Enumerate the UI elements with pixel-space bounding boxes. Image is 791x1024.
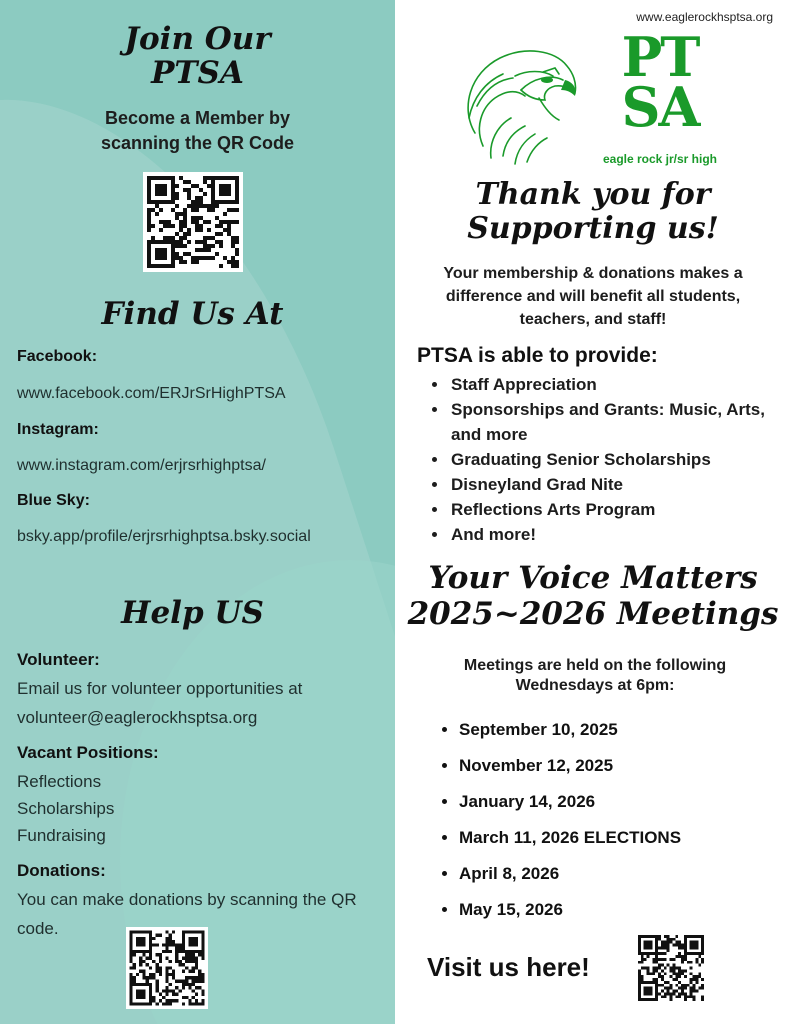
donations-qr-code[interactable] xyxy=(126,927,208,1009)
provide-heading: PTSA is able to provide: xyxy=(417,344,658,367)
list-item: Scholarships xyxy=(17,799,115,818)
list-item: • Graduating Senior Scholarships xyxy=(449,447,791,472)
list-item: • March 11, 2026 ELECTIONS xyxy=(459,820,789,856)
ptsa-logo xyxy=(455,25,735,168)
membership-qr-code[interactable] xyxy=(143,172,243,272)
vacant-positions-list xyxy=(17,768,114,849)
bluesky-link[interactable]: bsky.app/profile/erjrsrhighptsa.bsky.social xyxy=(17,528,311,545)
facebook-link[interactable]: www.facebook.com/ERJrSrHighPTSA xyxy=(17,385,286,402)
logo-subtitle: eagle rock jr/sr high xyxy=(602,152,718,166)
voice-heading: Your Voice Matters 2025~2026 Meetings xyxy=(407,560,779,632)
meeting-dates-list xyxy=(439,712,789,928)
list-item: • September 10, 2025 xyxy=(459,712,789,748)
join-subtitle: Become a Member by scanning the QR Code xyxy=(100,108,295,153)
volunteer-email-link[interactable]: volunteer@eaglerockhsptsa.org xyxy=(17,708,258,727)
instagram-link[interactable]: www.instagram.com/erjrsrhighptsa/ xyxy=(17,457,266,474)
bluesky-label: Blue Sky: xyxy=(17,492,90,509)
volunteer-label: Volunteer: xyxy=(17,650,100,669)
thanks-subtitle: Your membership & donations makes a difference and will benefit all students, teachers, and staff! xyxy=(443,265,743,328)
list-item: • January 14, 2026 xyxy=(459,784,789,820)
help-us-title: Help US xyxy=(121,595,264,631)
website-qr-code[interactable] xyxy=(635,932,707,1004)
visit-us-label: Visit us here! xyxy=(427,952,590,982)
list-item: • And more! xyxy=(449,522,791,547)
list-item: • Sponsorships and Grants: Music, Arts, and more xyxy=(449,397,791,447)
website-url[interactable]: www.eaglerockhsptsa.org xyxy=(636,10,773,24)
list-item: • May 15, 2026 xyxy=(459,892,789,928)
donations-label: Donations: xyxy=(17,861,106,880)
vacant-positions-label: Vacant Positions: xyxy=(17,743,159,762)
list-item: • Reflections Arts Program xyxy=(449,497,791,522)
donations-text: You can make donations by scanning the QR code. xyxy=(17,890,357,938)
list-item: Fundraising xyxy=(17,826,106,845)
right-panel xyxy=(395,0,791,1024)
list-item: Reflections xyxy=(17,772,102,791)
facebook-label: Facebook: xyxy=(17,348,98,365)
left-panel xyxy=(0,0,395,1024)
join-title: Join Our PTSA xyxy=(124,21,271,91)
thanks-heading: Thank you for Supporting us! xyxy=(467,177,719,246)
instagram-label: Instagram: xyxy=(17,421,99,438)
list-item: • Staff Appreciation xyxy=(449,372,791,397)
find-us-title: Find Us At xyxy=(101,296,284,332)
list-item: • Disneyland Grad Nite xyxy=(449,472,791,497)
list-item: • April 8, 2026 xyxy=(459,856,789,892)
list-item: • November 12, 2025 xyxy=(459,748,789,784)
provide-list xyxy=(427,372,791,547)
volunteer-text: Email us for volunteer opportunities at volunteer@eaglerockhsptsa.org xyxy=(17,674,302,732)
meetings-subtitle: Meetings are held on the following Wednesdays at 6pm: xyxy=(463,657,727,694)
logo-text: PTSA xyxy=(621,25,699,139)
